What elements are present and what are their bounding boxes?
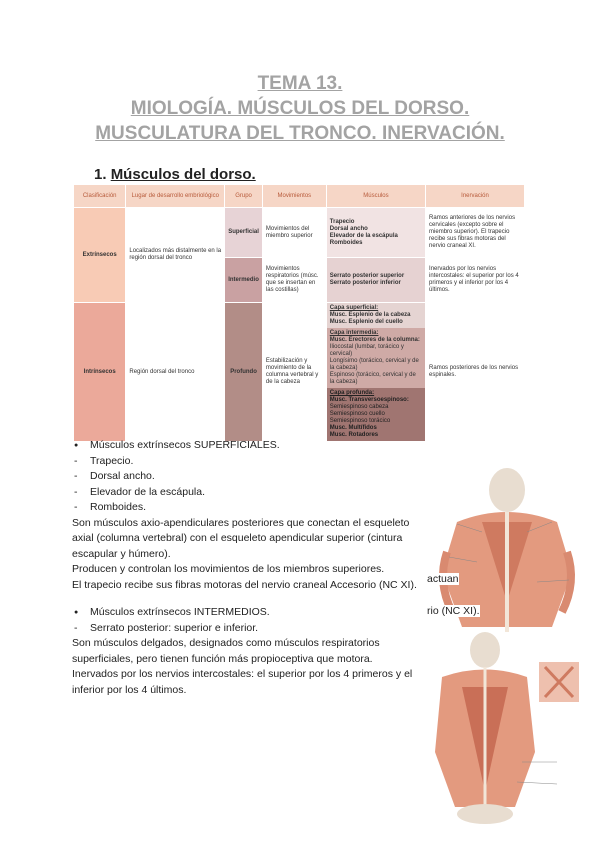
muscle-item: Serrato posterior superior	[329, 273, 405, 279]
anatomy-illustration	[427, 462, 587, 828]
paragraph: Son músculos delgados, designados como músculos respiratorios superficiales, pero tienen función más propioceptiva que motora.	[72, 637, 380, 665]
cell-mov-superficial: Movimientos del miembro superior	[262, 208, 326, 258]
cell-grupo-intermedio: Intermedio	[225, 258, 263, 303]
muscle-item: Semiespinoso torácico	[329, 418, 391, 424]
cell-intrinsecos: Intrínsecos	[74, 303, 126, 442]
capa-title: Capa profunda:	[329, 390, 375, 396]
title-line-3: MUSCULATURA DEL TRONCO. INERVACIÓN.	[95, 123, 505, 144]
cell-mus-profundo	[326, 303, 425, 442]
capa-intermedia	[327, 328, 425, 388]
muscle-item: Musc. Erectores de la columna:	[329, 337, 420, 343]
cell-grupo-profundo: Profundo	[225, 303, 263, 442]
cell-mov-profundo: Estabilización y movimiento de la columna vertebral y de la cabeza	[262, 303, 326, 442]
list-item: - Romboides.	[72, 500, 417, 516]
section-heading	[94, 166, 256, 183]
muscle-item: Musc. Multífidos	[329, 425, 377, 431]
muscle-item: Elevador de la escápula	[329, 232, 398, 239]
th-musculos: Músculos	[326, 185, 425, 208]
muscle-item: Musc. Esplenio del cuello	[329, 319, 403, 325]
capa-title: Capa superficial:	[329, 305, 379, 311]
cell-inerv-superficial: Ramos anteriores de los nervios cervicales (excepto sobre el miembro superior). El trapecio recibe sus fibras motoras del nervio craneal XI.	[426, 208, 525, 258]
figure-overlap-text: actuan	[427, 573, 459, 585]
list-item: - Serrato posterior: superior e inferior.	[72, 621, 417, 637]
paragraph: Son músculos axio-apendiculares posteriores que conectan el esqueleto axial (columna vertebral) con el esqueleto apendicular superior (cintura escapular y húmero).	[72, 516, 410, 560]
cell-mus-superficial	[326, 208, 425, 258]
th-inervacion: Inervación	[426, 185, 525, 208]
list-item: - Dorsal ancho.	[72, 469, 417, 485]
muscle-item: Trapecio	[329, 218, 355, 225]
cell-lugar-ext: Localizados más distalmente en la región dorsal del tronco	[126, 208, 225, 303]
paragraph: El trapecio recibe sus fibras motoras del nervio craneal Accesorio (NC XI).	[72, 578, 417, 591]
section-label: Músculos del dorso.	[110, 166, 256, 183]
paragraph: Inervados por los nervios intercostales: el superior por los 4 primeros y el inferior por los 4 últimos.	[72, 668, 413, 696]
muscle-item: Musc. Esplenio de la cabeza	[329, 312, 411, 318]
capa-profunda	[327, 388, 425, 441]
muscle-item: Musc. Rotadores	[329, 432, 379, 438]
muscle-item: Musc. Transversoespinoso:	[329, 397, 409, 403]
paragraph: Producen y controlan los movimientos de los miembros superiores.	[72, 563, 385, 575]
list-item: - Trapecio.	[72, 454, 417, 470]
cell-inerv-profundo: Ramos posteriores de los nervios espinales.	[426, 303, 525, 442]
table-row	[74, 303, 525, 442]
muscle-item: Serrato posterior inferior	[329, 280, 401, 286]
bullet-superficiales: ● Músculos extrínsecos SUPERFICIALES.	[72, 438, 417, 454]
bullet-intermedios: ● Músculos extrínsecos INTERMEDIOS.	[72, 605, 417, 621]
table-row	[74, 208, 525, 258]
muscle-item: Romboides	[329, 239, 363, 246]
muscle-item: Semiespinoso cuello	[329, 411, 385, 417]
cell-mov-intermedio: Movimientos respiratorios (músc. que se insertan en las costillas)	[262, 258, 326, 303]
th-clasificacion: Clasificación	[74, 185, 126, 208]
cell-inerv-intermedio: Inervados por los nervios intercostales: el superior por los 4 primeros y el inferior por los 4 últimos.	[426, 258, 525, 303]
cell-grupo-superficial: Superficial	[225, 208, 263, 258]
muscle-item: Iliocostal (lumbar, torácico y cervical)	[329, 344, 404, 357]
list-item: - Elevador de la escápula.	[72, 485, 417, 501]
th-lugar: Lugar de desarrollo embriológico	[126, 185, 225, 208]
muscle-item: Semiespinoso cabeza	[329, 404, 389, 410]
cell-mus-intermedio	[326, 258, 425, 303]
body-text	[72, 438, 417, 698]
cell-extrinsecos: Extrínsecos	[74, 208, 126, 303]
th-movimientos: Movimientos	[262, 185, 326, 208]
section-number: 1.	[94, 166, 107, 183]
muscle-item: Longísimo (torácico, cervical y de la cabeza)	[329, 358, 419, 371]
muscles-table	[73, 184, 525, 442]
cell-lugar-int: Región dorsal del tronco	[126, 303, 225, 442]
muscle-item: Dorsal ancho	[329, 225, 368, 232]
muscle-item: Espinoso (torácico, cervical y de la cabeza)	[329, 372, 416, 385]
capa-title: Capa intermedia:	[329, 330, 379, 336]
title-line-1: TEMA 13.	[257, 73, 343, 94]
table-header-row	[74, 185, 525, 208]
th-grupo: Grupo	[225, 185, 263, 208]
figure-overlap-text: rio (NC XI).	[427, 605, 480, 617]
title-line-2: MIOLOGÍA. MÚSCULOS DEL DORSO.	[130, 98, 470, 119]
capa-superficial	[327, 303, 425, 328]
